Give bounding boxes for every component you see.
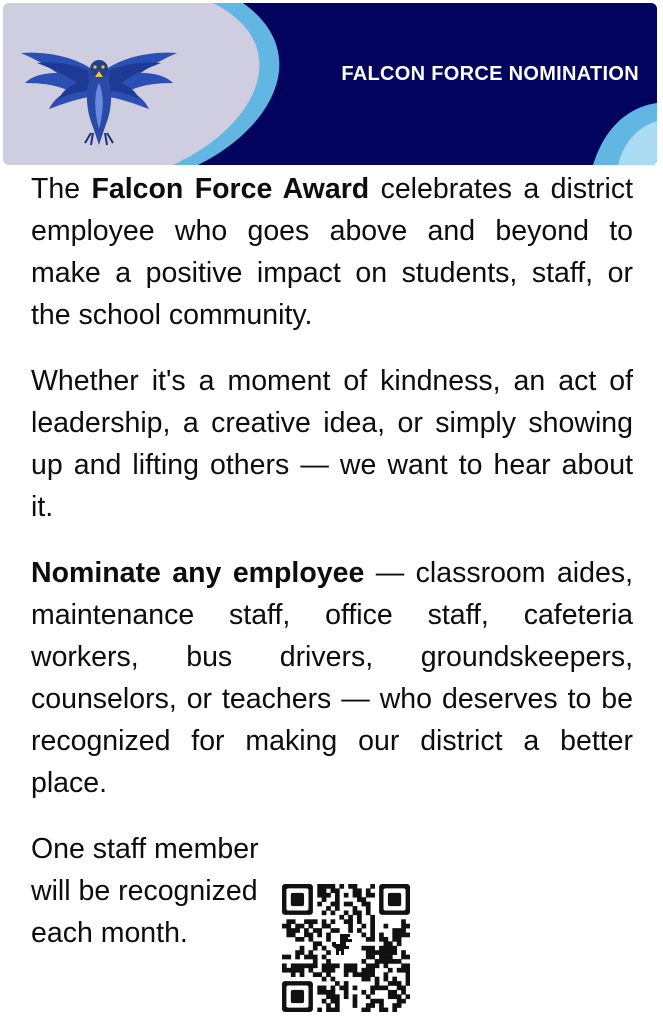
falcon-icon	[19, 33, 179, 153]
intro-paragraph	[31, 168, 633, 336]
award-name: Falcon Force Award	[91, 173, 370, 205]
body-text	[31, 168, 633, 954]
header-banner	[3, 3, 657, 165]
intro-lead: The	[31, 173, 92, 205]
qr-finder-pattern	[282, 884, 313, 915]
kindness-paragraph: Whether it's a moment of kindness, an act of leadership, a creative idea, or simply showing up and lifting others — we want to hear about it.	[31, 365, 633, 523]
nominate-paragraph	[31, 552, 633, 804]
qr-finder-pattern	[379, 884, 410, 915]
nominate-rest: — classroom aides, maintenance staff, office staff, cafeteria workers, bus drivers, groundskeepers, counselors, or teachers — who deserves to be recognized for making our district a better place.	[31, 557, 633, 799]
intro-rest: celebrates a district employee who goes above and beyond to make a positive impact on students, staff, or the school community.	[31, 173, 633, 331]
nominate-heading: Nominate any employee	[31, 557, 365, 589]
qr-code-graphic	[282, 884, 410, 1012]
banner-title: FALCON FORCE NOMINATION	[341, 63, 639, 85]
monthly-paragraph: One staff member will be recognized each month.	[31, 833, 259, 949]
qr-finder-pattern	[282, 981, 313, 1012]
qr-code-icon[interactable]	[282, 884, 410, 1012]
